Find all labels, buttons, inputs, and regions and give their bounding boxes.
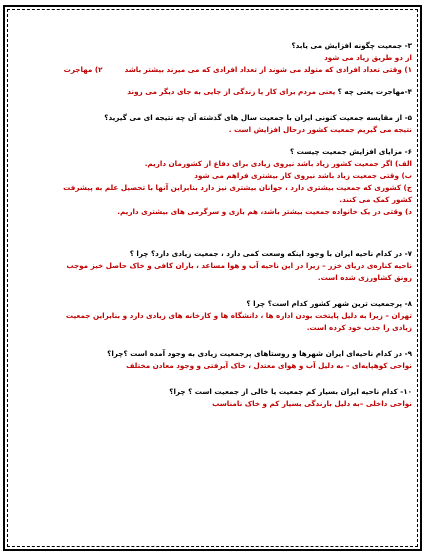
answer-5: نتیجه می گیریم جمعیت کشور درحال افزایش است .: [228, 125, 412, 134]
answer-8-line-2: زیادی را جذب خود کرده است.: [306, 323, 412, 332]
answer-6-line-5: د) وقتی در یک خانواده جمعیت بیشتر باشد، هم بازی و سرگرمی های بیشتری داریم.: [117, 207, 412, 216]
answer-6-line-1: الف) اگر جمعیت کشور زیاد باشد نیروی زیادی برای دفاع از کشورمان داریم.: [144, 159, 412, 168]
answer-6-line-3: ج) کشوری که جمعیت بیشتری دارد ، جوانان بیشتری نیز دارد بنابراین آنها با تحصیل علم به پیشرفت: [63, 183, 412, 192]
answer-6-line-2: ب) وقتی جمعیت زیاد باشد نیروی کار بیشتری فراهم می شود: [194, 171, 412, 180]
answer-7-line-2: رونق کشاورزی شده است.: [317, 273, 412, 282]
question-7: ۷- در کدام ناحیه ایران با وجود اینکه وسعت کمی دارد ، جمعیت زیادی دارد؟ چرا ؟: [129, 249, 412, 258]
answer-3-line-1: از دو طریق زیاد می شود: [324, 53, 412, 62]
answer-10: نواحی داخلی –به دلیل بارندگی بسیار کم و خاک نامناسب: [212, 399, 412, 408]
question-6: ۶- مزایای افزایش جمعیت چیست ؟: [289, 147, 412, 156]
question-9: ۹- در کدام ناحیه‌ای ایران شهرها و روستاهای پرجمعیت زیادی به وجود آمده است ؟چرا؟: [107, 349, 412, 358]
answer-6-line-4: کشور کمک می کنند.: [339, 195, 412, 204]
question-3: ۳- جمعیت چگونه افزایش می یابد؟: [291, 41, 412, 50]
question-4: ۴-مهاجرت یعنی چه ؟: [337, 87, 412, 96]
answer-4: یعنی مردم برای کار یا زندگی از جایی به جای دیگر می روند: [127, 87, 336, 96]
answer-3-item-2: ۲) مهاجرت: [63, 65, 103, 74]
answer-9: نواحی کوهپایه‌ای – به دلیل آب و هوای معتدل ، خاک آبرفتی و وجود معادن مختلف: [126, 361, 412, 370]
worksheet-content: [16, 40, 412, 410]
answer-8-line-1: تهران – زیرا به دلیل پایتخت بودن اداره ها ، دانشگاه ها و کارخانه های زیادی دارد و بنابراین جمعیت: [65, 311, 412, 320]
answer-3-line-2: [16, 64, 412, 76]
answer-7-line-1: ناحیه کناره‌ی دریای خزر – زیرا در این ناحیه آب و هوا مساعد ، باران کافی و خاک حاصل خیز موجب: [66, 261, 412, 270]
question-5: ۵- از مقایسه جمعیت کنونی ایران با جمعیت سال های گذشته آن چه نتیجه ای می گیرید؟: [104, 113, 412, 122]
question-8: ۸- پرجمعیت ترین شهر کشور کدام است؟ چرا ؟: [246, 299, 412, 308]
question-4-row: [16, 86, 412, 98]
question-10: ۱۰- کدام ناحیه ایران بسیار کم جمعیت یا خالی از جمعیت است ؟ چرا؟: [169, 387, 412, 396]
answer-3-item-1: ۱) وقتی تعداد افرادی که متولد می شوند از تعداد افرادی که می میرند بیشتر باشد: [124, 65, 412, 74]
